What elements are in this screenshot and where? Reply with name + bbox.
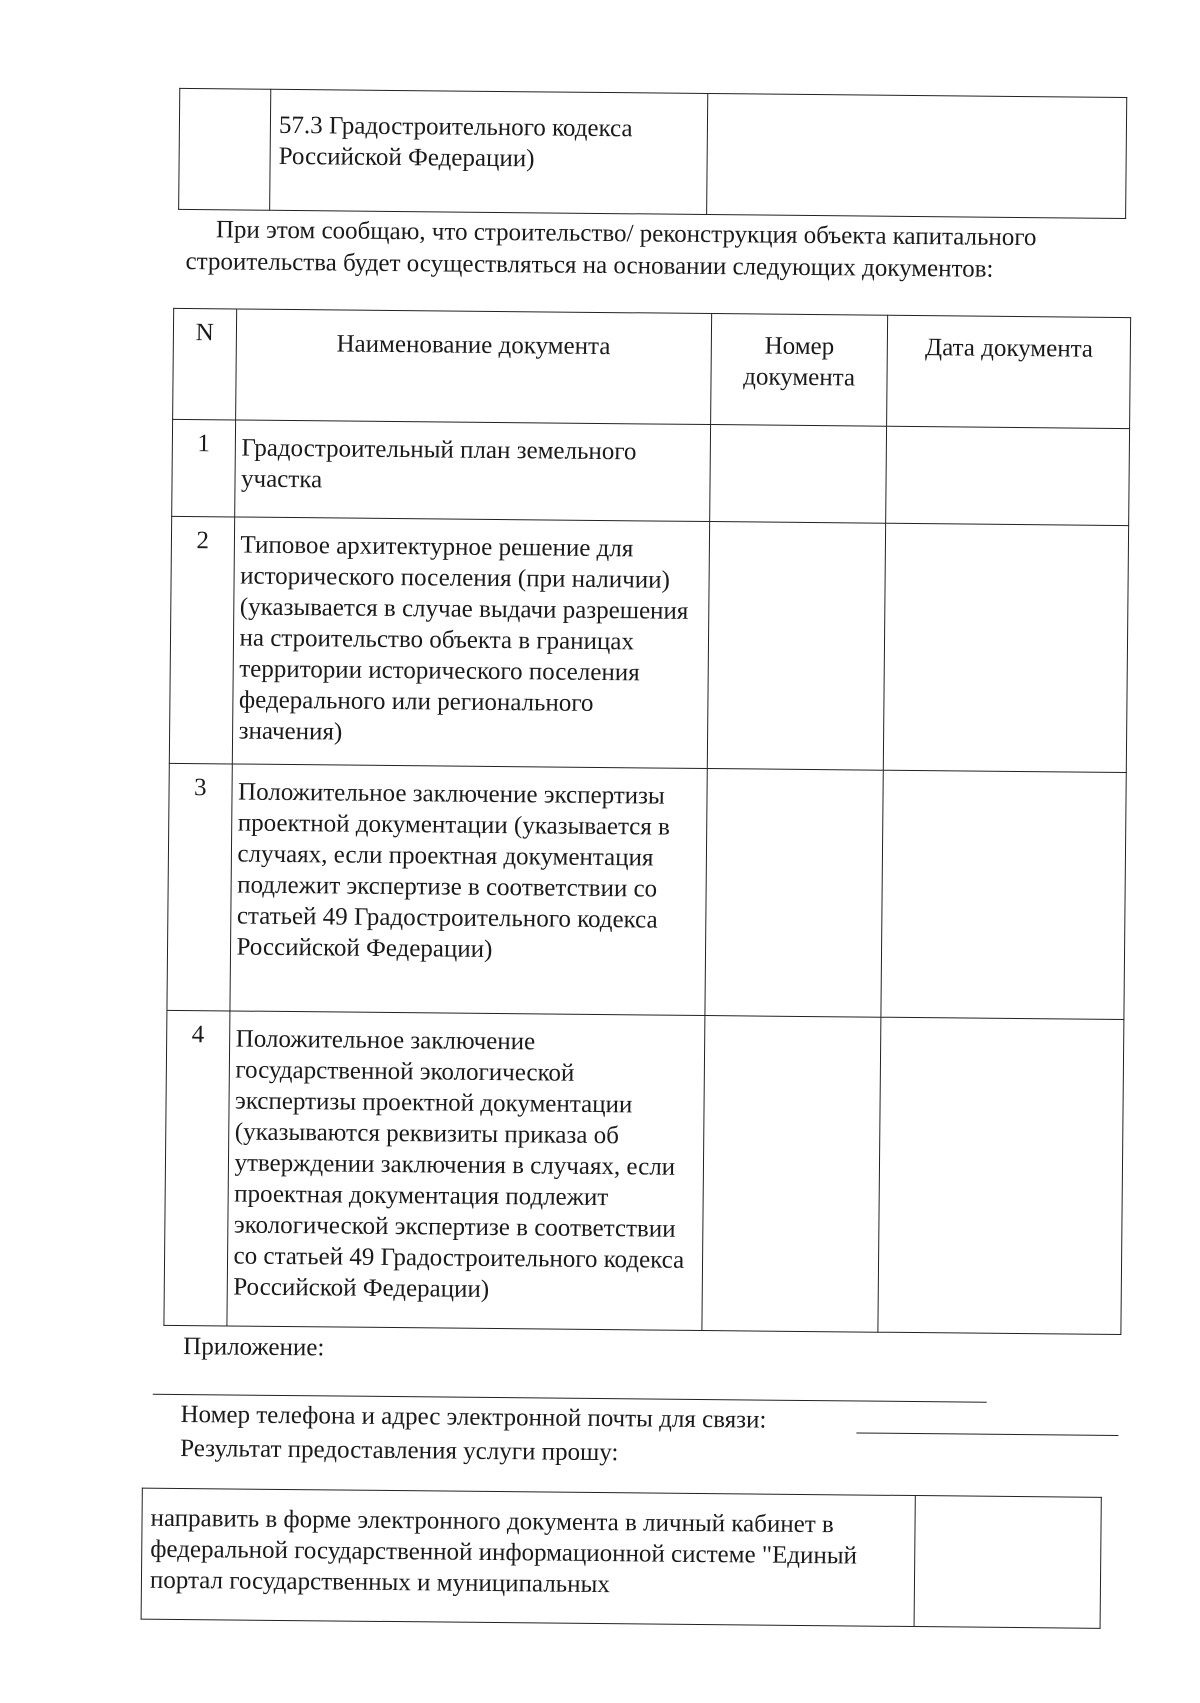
top-table-empty-cell — [179, 88, 271, 210]
row-number: 4 — [164, 1010, 230, 1326]
header-date: Дата документа — [887, 315, 1131, 428]
top-table-value-cell — [707, 93, 1127, 218]
documents-table — [163, 308, 1131, 1335]
table-row — [169, 516, 1128, 772]
row-number: 1 — [172, 419, 235, 517]
result-option-text: направить в форме электронного документа в личный кабинет в федеральной государственной информационной системе "Единый портал государственных и муниципальных — [141, 1488, 915, 1626]
row-document-name: Положительное заключение государственной экологической экспертизы проектной документации (указываются реквизиты приказа об утверждении заключения в случаях, если проектная документация подлежит экологической экспертизе в соответствии со статьей 49 Градостроительного кодекса Российской Федерации) — [226, 1011, 704, 1331]
header-name: Наименование документа — [235, 309, 711, 425]
documents-table-header — [173, 308, 1131, 428]
header-number: Номер документа — [710, 314, 888, 427]
attachment-label: Приложение: — [183, 1333, 325, 1362]
table-row — [164, 1010, 1124, 1334]
row-document-name: Типовое архитектурное решение для исторического поселения (при наличии) (указывается в случае выдачи разрешения на строительство объекта в границах территории исторического поселения федерального или регионального значения) — [232, 517, 710, 769]
row-document-date-cell[interactable] — [881, 770, 1126, 1019]
result-option-mark-cell[interactable] — [914, 1496, 1101, 1629]
row-document-date-cell[interactable] — [884, 523, 1129, 772]
row-number: 3 — [167, 763, 232, 1011]
row-document-number-cell[interactable] — [705, 769, 884, 1018]
row-document-name: Градостроительный план земельного участка — [234, 420, 710, 522]
result-options-table — [141, 1488, 1102, 1629]
top-table-text-cell: 57.3 Градостроительного кодекса Российской Федерации) — [270, 89, 708, 214]
row-document-number-cell[interactable] — [709, 425, 887, 524]
table-row — [167, 763, 1126, 1019]
contact-underline[interactable] — [856, 1432, 1118, 1436]
row-number: 2 — [169, 516, 234, 764]
top-table-fragment — [178, 88, 1127, 219]
row-document-number-cell[interactable] — [702, 1016, 882, 1333]
row-document-date-cell[interactable] — [878, 1017, 1124, 1334]
header-n: N — [173, 308, 237, 420]
result-label: Результат предоставления услуги прошу: — [180, 1434, 619, 1467]
contact-label: Номер телефона и адрес электронной почты для связи: — [180, 1401, 767, 1434]
table-row — [172, 419, 1130, 525]
intro-paragraph: При этом сообщаю, что строительство/ реконструкция объекта капитального строительства будет осуществляться на основании следующих документов: — [185, 216, 1037, 283]
row-document-date-cell[interactable] — [886, 426, 1129, 525]
row-document-name: Положительное заключение экспертизы проектной документации (указывается в случаях, если проектная документация подлежит экспертизе в соответствии со статьей 49 Градостроительного кодекса Российской Федерации) — [229, 764, 707, 1016]
row-document-number-cell[interactable] — [707, 522, 886, 771]
